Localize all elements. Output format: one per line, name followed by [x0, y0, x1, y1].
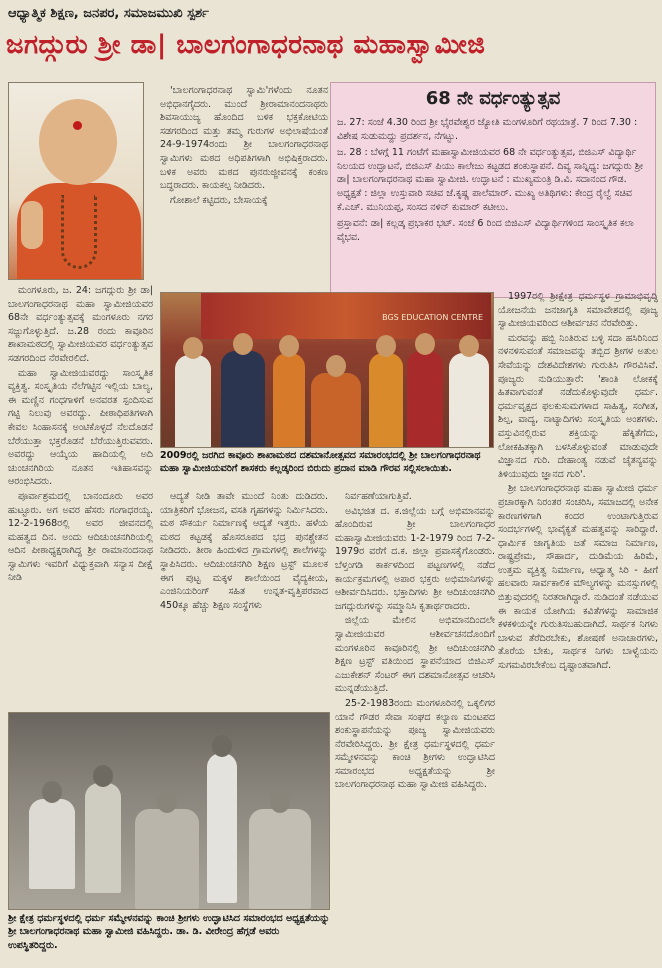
tilak-mark [73, 121, 82, 130]
person-figure [221, 351, 265, 448]
person-figure [85, 783, 121, 893]
paragraph: ನಿರ್ವಹಣೆಯಾಗುತ್ತಿವೆ. [345, 491, 412, 502]
person-figure [273, 353, 305, 448]
paragraph: ಜಿಲ್ಲೆಯ ಮೇಲಿನ ಅಭಿಮಾನದಿಂದಲೇ ಸ್ವಾಮೀಜಿಯವರ ಆಶೀರ್ವಚನದೊಂದಿಗೆ ಮಂಗಳೂರಿನ ಕಾವೂರಿನಲ್ಲಿ ಶ್ರೀ ಆದಿಚುಂಚನಗಿರಿ ಶಿಕ್ಷಣ ಟ್ರಸ್ಟ್ ವತಿಯಿಂದ ಸ್ಥಾಪನೆಯಾದ ಬಿಜಿಎಸ್ ಎಜುಕೇಶನ್ ಸೆಂಟರ್ ಈಗ ದಶಮಾನೋತ್ಸವ ಆಚರಿಸಿ ಮುನ್ನಡೆಯುತ್ತಿದೆ. [335, 615, 495, 695]
event-box-title: 68 ನೇ ವರ್ಧಂತ್ಯುತ್ಸವ [425, 88, 561, 109]
seated-seer-figure [135, 809, 199, 909]
article-column-d [335, 490, 495, 912]
person-figure [449, 353, 489, 448]
stage-photo-caption: ಶ್ರೀ ಕ್ಷೇತ್ರ ಧರ್ಮಸ್ಥಳದಲ್ಲಿ ಧರ್ಮ ಸಮ್ಮೇಳನವನ್ನು ಕಾಂಚಿ ಶ್ರೀಗಳು ಉದ್ಘಾಟಿಸಿದ ಸಮಾರಂಭದ ಅಧ್ಯಕ್ಷತೆಯನ್ನು ಶ್ರೀ ಬಾಲಗಂಗಾಧರನಾಥ ಮಹಾ ಸ್ವಾಮೀಜಿ ವಹಿಸಿದ್ದರು. ಡಾ. ಡಿ. ವೀರೇಂದ್ರ ಹೆಗ್ಗಡೆ ಅವರು ಉಪಸ್ಥಿತರಿದ್ದರು. [8, 913, 330, 951]
paragraph: ಆದ್ಯತೆ ನೀಡಿ ತಾವೇ ಮುಂದೆ ನಿಂತು ದುಡಿದರು. ಯಾತ್ರಿಕರಿಗೆ ಭೋಜನ, ವಸತಿ ಗೃಹಗಳನ್ನು ನಿರ್ಮಿಸಿದರು. ಮಠ ಸೌಕರ್ಯ ನಿರ್ಮಾಣಕ್ಕೆ ಆದ್ಯತೆ ಇತ್ತರು. ಹಳೆಯ ಮಠದ ಕಟ್ಟಡಕ್ಕೆ ಹೊಸರೂಪದ ಭದ್ರ ಪುನಶ್ಚೇತನ ನೀಡಿದರು. ತೀರಾ ಹಿಂದುಳಿದ ಗ್ರಾಮಗಳಲ್ಲಿ ಶಾಲೆಗಳನ್ನು ಸ್ಥಾಪಿಸಿದರು. ಆದಿಚುಂಚನಗಿರಿ ಶಿಕ್ಷಣ ಟ್ರಸ್ಟ್ ಮೂಲಕ ಈಗ ಪುಟ್ಟ ಮಕ್ಕಳ ಶಾಲೆಯಿಂದ ವೈದ್ಯಕೀಯ, ಎಂಜಿನಿಯರಿಂಗ್ ಸಹಿತ ಉನ್ನತ-ವೃತ್ತಿಪರವಾದ 450ಕ್ಕೂ ಹೆಚ್ಚು ಶಿಕ್ಷಣ ಸಂಸ್ಥೆಗಳು [160, 491, 328, 611]
event-line-jan28: ಜ. 28 : ಬೆಳಗ್ಗೆ 11 ಗಂಟೆಗೆ ಮಹಾಸ್ವಾಮೀಜಿಯವರ 68 ನೇ ವರ್ಧಂತ್ಯುತ್ಸವ, ಬಿಜಿಎಸ್ ವಿದ್ಯಾರ್ಥಿ ನಿಲಯದ ಉದ್ಘಾಟನೆ, ಬಿಜಿಎಸ್ ಪಿಯು ಕಾಲೇಜು ಕಟ್ಟಡದ ಶಂಕುಸ್ಥಾಪನೆ. ದಿವ್ಯ ಸಾನ್ನಿಧ್ಯ: ಜಗದ್ಗುರು ಶ್ರೀ ಡಾ| ಬಾಲಗಂಗಾಧರನಾಥ ಮಹಾ ಸ್ವಾಮೀಜಿ. ಉದ್ಘಾಟನೆ : ಮುಖ್ಯಮಂತ್ರಿ ಡಿ.ವಿ. ಸದಾನಂದ ಗೌಡ. ಅಧ್ಯಕ್ಷತೆ : ಜಿಲ್ಲಾ ಉಸ್ತುವಾರಿ ಸಚಿವ ಜೆ.ಕೃಷ್ಣ ಪಾಲೆಮಾರ್. ಮುಖ್ಯ ಅತಿಥಿಗಳು: ಕೇಂದ್ರ ರೈಲ್ವೆ ಸಚಿವ ಕೆ.ಎಚ್. ಮುನಿಯಪ್ಪ, ಸಂಸದ ನಳಿನ್ ಕುಮಾರ್ ಕಟೀಲು. [337, 147, 644, 213]
person-figure [207, 753, 237, 903]
paragraph: ಮರವನ್ನು ಹಬ್ಬಿ ನಿಂತಿರುವ ಬಳ್ಳಿ ಸದಾ ಹಸಿರಿನಿಂದ ನಳನಳಿಸುವಂತೆ ಸಮಾಜವನ್ನು ತಬ್ಬಿದ ಶ್ರೀಗಳ ಅತುಲ ಸೇವೆಯನ್ನು ದೇಶವಿದೇಶಗಳು ಗುರುತಿಸಿ ಗೌರವಿಸಿವೆ. ಪೂಜ್ಯರು ನುಡಿಯುತ್ತಾರೆ: 'ಶಾಂತಿ ಲೋಕಕ್ಕೆ ಹಿತವಾಗುವಂತೆ ನಡೆದುಕೊಳ್ಳುವುದೇ ಧರ್ಮ. ಧರ್ಮವೃಕ್ಷದ ಫಲಕುಸುಮಗಳಾದ ಸಾಹಿತ್ಯ, ಸಂಗೀತ, ಶಿಲ್ಪ, ವಾದ್ಯ, ನಾಟ್ಯಾದಿಗಳು ಸಂಸ್ಕೃತಿಯ ಅಂಶಗಳು. ವಸ್ತುವಿನಲ್ಲಿರುವ ಶಕ್ತಿಯನ್ನು ಹೆಕ್ಕಿತೆಗೆದು, ಲೋಕಹಿತಕ್ಕಾಗಿ ಬಳಸಿಕೊಳ್ಳುವಂತೆ ಮಾಡುವುದೇ ವಿಜ್ಞಾನದ ಗುರಿ. ದೇಹಾಂತ್ಯ ನಡುವೆ ಚೈತನ್ಯವನ್ನು ತಿಳಿಯುವುದು ಜ್ಞಾನದ ಗುರಿ'. [498, 332, 658, 480]
person-figure [29, 799, 75, 889]
person-figure [407, 351, 443, 448]
paragraph: ಗೋಶಾಲೆ ಕಟ್ಟಿದರು, ಬೇಸಾಯಕ್ಕೆ [170, 194, 268, 206]
seated-swamiji-figure [311, 373, 361, 448]
seated-seer-figure [249, 809, 311, 909]
person-figure [369, 353, 403, 448]
tagline: ಆಧ್ಯಾತ್ಮಿಕ ಶಿಕ್ಷಣ, ಜನಪರ, ಸಮಾಜಮುಖಿ ಸ್ಪರ್ಶ [8, 6, 209, 21]
article-column-a [8, 284, 153, 708]
paragraph: ಮಹಾ ಸ್ವಾಮೀಜಿಯವರದ್ದು ಸಾಂಸ್ಕೃತಿಕ ವ್ಯಕ್ತಿತ್ವ. ಸಂಸ್ಕೃತಿಯ ನೆಲೆಗಟ್ಟಿನ ಇಲ್ಲಿಯ ಬಾಲ್ಯ, ಈ ಮಣ್ಣಿನ ಗಂಧಗಾಳಿಗೆ ಅನವರತ ಸ್ಪಂದಿಸುವ ಗಟ್ಟಿ ನಿಲುವು ಅವರದ್ದು. ಪೀಠಾಧಿಪತಿಗಳಾಗಿ ಕೇವಲ ಸಿಂಹಾಸನಕ್ಕೆ ಅಂಟಿಕೊಳ್ಳದೆ ನೆಲದೊಡನೆ ಬೆರೆಯುತ್ತಾ ಭಕ್ತರೊಡನೆ ಬೆರೆಯುತ್ತಿರುವವರು. ಅವರದ್ದು ಆಯ್ಕೆಯ ಹಾದಿಯಲ್ಲಿ ಅದಿ ಚುಂಚನಗಿರಿಯ ನೂತನ ಇತಿಹಾಸವನ್ನು ಆರಂಭಿಸಿದರು. [8, 367, 153, 488]
person-figure [175, 355, 211, 448]
group-felicitation-photo [160, 292, 494, 448]
paragraph: ಶ್ರೀ ಬಾಲಗಂಗಾಧರನಾಥ ಮಹಾ ಸ್ವಾಮೀಜಿ ಧರ್ಮ ಪ್ರಚಾರಕ್ಕಾಗಿ ನಿರಂತರ ಸಂಚರಿಸಿ, ಸಮಾಜದಲ್ಲಿ ಅನೇಕ ಕಾರಣಗಳಿಗಾಗಿ ಕಂದರ ಉಂಟಾಗುತ್ತಿರುವ ಸಂದರ್ಭಗಳಲ್ಲಿ ಭಾವೈಕ್ಯತೆ ಮಹತ್ವವನ್ನು ಸಾರಿದ್ದಾರೆ. ಧಾರ್ಮಿಕ ಜಾಗೃತಿಯ ಜತೆ ಸಮಾಜ ನಿರ್ಮಾಣ, ರಾಷ್ಟ್ರಪ್ರೇಮ, ಸೌಹಾರ್ದ, ದುಡಿಮೆಯ ಹಿರಿಮೆ, ಉತ್ತಮ ವ್ಯಕ್ತಿತ್ವ ನಿರ್ಮಾಣ, ಆಧ್ಯಾತ್ಮ ಸಿರಿ - ಹೀಗೆ ಹಲವಾರು ಸಾರ್ವಕಾಲಿಕ ಮೌಲ್ಯಗಳನ್ನು ಮನಸ್ಸುಗಳಲ್ಲಿ ಬಿತ್ತುವುದರಲ್ಲಿ ನಿರತರಾಗಿದ್ದಾರೆ. ನುಡಿದಂತೆ ನಡೆಯುವ ಈ ಕಾಯಕ ಯೋಗಿಯ ಕವಿತೆಗಳನ್ನು ಸಾಮಾಜಿಕ ಕಳಕಳಿಯನ್ನೇ ಗುರುತಿಸಬಹುದಾಗಿದೆ. ಸಾರ್ಥಕ ನಿಗಳು ಬಾಳುವ ತೆರೆದಿರಬೇಕು, ಶೋಷಣೆ ಅನಾಚಾರಗಳು, ತೊರೆಯ ಬೇಕು, ಸಾರ್ಥಕ ನಿಗಳು ಬಾಳ್ವೆಯನು ಸುಗಮವಿರಬೇಕೆಂಬ ದೃಷ್ಟಾಂತವಾಗಿದೆ. [498, 483, 658, 672]
paragraph: 'ಬಾಲಗಂಗಾಧರನಾಥ ಸ್ವಾಮಿ'ಗಳೆಂದು ನೂತನ ಅಭಿಧಾನಗೈದರು. ಮುಂದೆ ಶ್ರೀರಾಮಾನಂದನಾಥರು ಶಿವಸಾಯುಜ್ಯ ಹೊಂದಿದ ಬಳಿಕ ಭಕ್ತಕೋಟಿಯ ಸಡಗರದಿಂದ ಮತ್ತು ತಮ್ಮ ಗುರುಗಳ ಅಭಿಲಾಷೆಯಂತೆ 24-9-1974ರಂದು ಶ್ರೀ ಬಾಲಗಂಗಾಧರನಾಥ ಸ್ವಾಮಿಗಳು ಮಠದ ಅಧಿಪತಿಗಳಾಗಿ ಅಭಿಷಿಕ್ತರಾದರು. ಬಳಿಕ ಅವರು ಮಠದ ಪುನರುಜ್ಜೀವನಕ್ಕೆ ಕಂಕಣ ಬದ್ಧರಾದರು. ಕಾಯಕಲ್ಪ ನೀಡಿದರು. [160, 85, 328, 192]
swamiji-portrait-photo [8, 82, 144, 280]
article-column-e [498, 290, 658, 912]
event-schedule-box [330, 82, 656, 298]
rudraksha-beads [61, 195, 97, 269]
portrait-face [39, 99, 117, 185]
event-line-evening: ಪ್ರಸ್ತಾವನೆ: ಡಾ| ಕಲ್ಲಡ್ಕ ಪ್ರಭಾಕರ ಭಟ್. ಸಂಜೆ 6 ರಿಂದ ಬಿಜಿಎಸ್ ವಿದ್ಯಾರ್ಥಿಗಳಿಂದ ಸಾಂಸ್ಕೃತಿಕ ಕಲಾ ವೈಭವ. [337, 218, 634, 243]
dharma-sammelana-stage-photo [8, 712, 330, 910]
article-column-b [160, 84, 328, 286]
headline: ಜಗದ್ಗುರು ಶ್ರೀ ಡಾ| ಬಾಲಗಂಗಾಧರನಾಥ ಮಹಾಸ್ವಾಮೀಜಿ [6, 30, 486, 60]
group-photo-caption: 2009ರಲ್ಲಿ ಜರಗಿದ ಕಾವೂರು ಶಾಖಾಮಠದ ದಶಮಾನೋತ್ಸವದ ಸಮಾರಂಭದಲ್ಲಿ ಶ್ರೀ ಬಾಲಗಂಗಾಧರನಾಥ ಮಹಾ ಸ್ವಾಮೀಜಿಯವರಿಗೆ ಶಾಸಕರು ಕಲ್ಲಡ್ಕರಿಂದ ಬಿರುದು ಪ್ರದಾನ ಮಾಡಿ ಗೌರವ ಸಲ್ಲಿಸಲಾಯಿತು. [160, 450, 481, 474]
blessing-hand [21, 201, 43, 249]
paragraph: 25-2-1983ರಂದು ಮಂಗಳೂರಿನಲ್ಲಿ ಒಕ್ಕಲಿಗರ ಯಾನೆ ಗೌಡರ ಸೇವಾ ಸಂಘದ ಕಲ್ಯಾಣ ಮಂಟಪದ ಶಂಕುಸ್ಥಾಪನೆಯನ್ನು ಪೂಜ್ಯ ಸ್ವಾಮೀಜಿಯವರು ನೆರವೇರಿಸಿದ್ದರು. ಶ್ರೀ ಕ್ಷೇತ್ರ ಧರ್ಮಸ್ಥಳದಲ್ಲಿ ಧರ್ಮ ಸಮ್ಮೇಳನವನ್ನು ಕಾಂಚಿ ಶ್ರೀಗಳು ಉದ್ಘಾಟಿಸಿದ ಸಮಾರಂಭದ ಅಧ್ಯಕ್ಷತೆಯನ್ನು ಶ್ರೀ ಬಾಲಗಂಗಾಧರನಾಥ ಮಹಾ ಸ್ವಾಮೀಜಿ ವಹಿಸಿದ್ದರು. [335, 697, 495, 791]
paragraph: ಪೂರ್ವಾಶ್ರಮದಲ್ಲಿ ಬಾನಂದೂರು ಅವರ ಹುಟ್ಟೂರು. ಅಗ ಅವರ ಹೆಸರು ಗಂಗಾಧರಯ್ಯ. 12-2-1968ರಲ್ಲಿ ಅವರ ಜೀವನದಲ್ಲಿ ಮಹತ್ವದ ದಿನ. ಅಂದು ಆದಿಚುಂಚನಗಿರಿಯಲ್ಲಿ ಆದಿನ ಪೀಠಾಧ್ಯಕ್ಷರಾಗಿದ್ದ ಶ್ರೀ ರಾಮಾನಂದನಾಥ ಸ್ವಾಮಿಗಳು ಇವರಿಗೆ ವಿಧ್ಯುಕ್ತವಾಗಿ ಸನ್ಯಾಸ ದೀಕ್ಷೆ ನೀಡಿ [8, 490, 153, 584]
paragraph: 1997ರಲ್ಲಿ ಶ್ರೀಕ್ಷೇತ್ರ ಧರ್ಮಸ್ಥಳ ಗ್ರಾಮಾಭಿವೃದ್ಧಿ ಯೋಜನೆಯ ಜನಜಾಗೃತಿ ಸಮಾವೇಶದಲ್ಲಿ ಪೂಜ್ಯ ಸ್ವಾಮೀಜಿಯವರಿಂದ ಆಶೀರ್ವಚನ ನೆರವೇರಿತ್ತು. [498, 291, 658, 330]
event-banner [201, 293, 491, 339]
article-column-c [160, 490, 328, 736]
paragraph: ಮಂಗಳೂರು, ಜ. 24: ಜಗದ್ಗುರು ಶ್ರೀ ಡಾ| ಬಾಲಗಂಗಾಧರನಾಥ ಮಹಾ ಸ್ವಾಮೀಜಿಯವರ 68ನೇ ವರ್ಧಂತ್ಯುತ್ಸವಕ್ಕೆ ಮಂಗಳೂರು ನಗರ ಸಜ್ಜುಗೊಳ್ಳುತ್ತಿದೆ. ಜ.28 ರಂದು ಕಾವೂರಿನ ಶಾಖಾಮಠದಲ್ಲಿ ಸ್ವಾಮೀಜಿಯವರ ವರ್ಧಂತ್ಯುತ್ಸವ ಸಡಗರದಿಂದ ನೆರವೇರಲಿದೆ. [8, 285, 153, 364]
paragraph: ಅವಿಭಜಿತ ದ. ಕ.ಜಿಲ್ಲೆಯ ಬಗ್ಗೆ ಅಭಿಮಾನವನ್ನು ಹೊಂದಿರುವ ಶ್ರೀ ಬಾಲಗಂಗಾಧರ ಮಹಾಸ್ವಾಮೀಜಿಯವರು 1-2-1979 ರಿಂದ 7-2-1979ರ ವರೆಗೆ ದ.ಕ. ಜಿಲ್ಲಾ ಪ್ರವಾಸಕೈಗೊಂಡರು. ಬೆಳ್ತಂಗಡಿ ಕಾರ್ಕಳದಿಂದ ಪಟ್ಟಣಗಳಲ್ಲಿ ನಡೆದ ಕಾರ್ಯಕ್ರಮಗಳಲ್ಲಿ ಅಪಾರ ಭಕ್ತರು ಅಭಿಮಾನಿಗಳನ್ನು ಆಶೀರ್ವದಿಸಿದರು. ಭಕ್ತಾದಿಗಳು ಶ್ರೀ ಆದಿಚುಂಚನಗಿರಿ ಜಗದ್ಗುರುಗಳನ್ನು ಸಮ್ಮಾನಿಸಿ ಕೃತಾರ್ಥರಾದರು. [335, 505, 495, 612]
event-line-jan27: ಜ. 27: ಸಂಜೆ 4.30 ರಿಂದ ಶ್ರೀ ಭೈರವೇಶ್ವರ ಜ್ಯೋತಿ ಮಂಗಳೂರಿಗೆ ರಥಯಾತ್ರೆ. 7 ರಿಂದ 7.30 : ವಿಶೇಷ ಸುಡುಮದ್ದು ಪ್ರದರ್ಶನ, ನೆಗಟ್ಟು. [337, 117, 638, 142]
banner-text: BGS EDUCATION CENTRE [382, 313, 483, 322]
